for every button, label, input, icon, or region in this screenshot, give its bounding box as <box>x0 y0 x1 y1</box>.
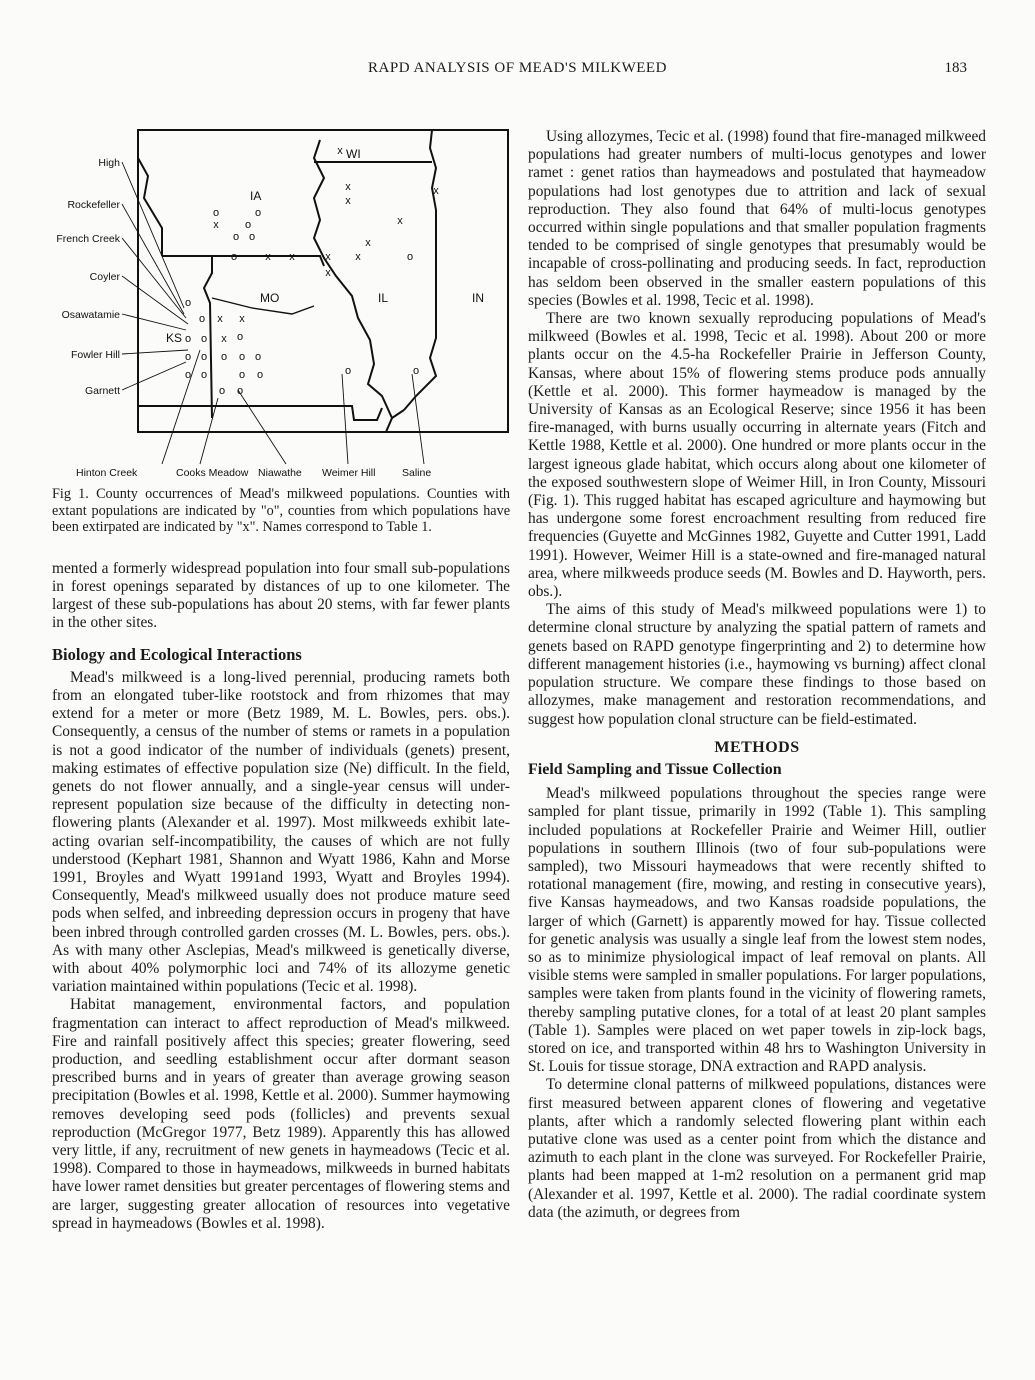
page-header <box>0 60 1035 84</box>
marker-extant: o <box>256 369 264 381</box>
pop-label-saline: Saline <box>402 467 432 479</box>
ne-ia-border <box>138 158 162 256</box>
county-map <box>52 128 510 480</box>
marker-extirpated: x <box>239 313 245 325</box>
marker-extant: o <box>238 351 246 363</box>
marker-extirpated: x <box>325 267 331 279</box>
paragraph: Habitat management, environmental factors, and population fragmentation can interact to affect reproduction of Mead's milkweed. Fire and rainfall positively affect this species; greater flowering, seed production, and seedling establishment occur after dormant season prescribed burns and in years of greater than average growing season precipitation (Bowles et al. 1998, Kettle et al. 2000). Summer haymowing removes developing seed pods (follicles) and prevents sexual reproduction (McGregor 1977, Betz 1989). Apparently this has allowed very little, if any, recruitment of new genets in haymeadows (Tecic et al. 1998). Compared to those in haymeadows, milkweeds in burned habitats have lower ramet densities but greater percentages of flowering stems and are larger, suggesting greater allocation of resources into vegetative spread in haymeadows (Bowles et al. 1998). <box>52 996 510 1232</box>
marker-extant: o <box>200 369 208 381</box>
pop-label-osawatamie: Osawatamie <box>61 309 120 321</box>
marker-extirpated: x <box>289 251 295 263</box>
left-column <box>52 128 510 1233</box>
pop-label-cooks-meadow: Cooks Meadow <box>176 467 249 479</box>
pop-label-garnett: Garnett <box>84 385 120 397</box>
paragraph: Using allozymes, Tecic et al. (1998) found that fire-managed milkweed populations had greater numbers of multi-locus genotypes and lower ramet : genet ratios than haymeadows and postulated that haymeadow populations had lost genotypes due to attrition and lack of sexual reproduction. They also found that 64% of multi-locus genotypes occurred within single populations and that smaller population fragments tended to be comprised of single genotypes that presumably would be incapable of cross-pollinating and producing seeds. In fact, reproduction has seldom been observed in the smaller eastern populations of this species (Bowles et al. 1998, Tecic et al. 1998). <box>528 128 986 309</box>
marker-extirpated: x <box>365 237 371 249</box>
marker-extirpated: x <box>345 181 351 193</box>
mo-south-border <box>212 406 382 420</box>
figure-caption <box>52 486 510 536</box>
marker-extant: o <box>198 313 206 325</box>
page-number: 183 <box>944 60 967 76</box>
pop-label-weimer-hill: Weimer Hill <box>322 467 376 479</box>
paragraph: There are two known sexually reproducing populations of Mead's milkweed (Bowles et al. 1998, Tecic et al. 1998). About 200 or more plants occur on the 4.5-ha Rockefeller Prairie in Jefferson County, Kansas, where about 15% of flowering stems produce pods annually (Kettle et al. 2000). This former haymeadow is managed by the University of Kansas as an Ecological Reserve; since 1956 it has been fire-managed, with burns usually occurring in alternate years (Fitch and Kettle 1988, Kettle et al. 2000). One hundred or more plants occur in the largest igneous glade habitat, which occurs along about one kilometer of the exposed southwestern slope of Weimer Hill, in Iron County, Missouri (Fig. 1). This rugged habitat has escaped agriculture and haymowing but has undergone some forest encroachment resulting from reduced fire frequencies (Guyette and McGinnes 1982, Guyette and Cutter 1991, Ladd 1991). However, Weimer Hill is a state-owned and fire-managed natural area, where milkweeds produce seeds (M. Bowles and D. Hayworth, pers. obs.). <box>528 310 986 601</box>
marker-extant: o <box>200 333 208 345</box>
il-in-border <box>404 210 436 410</box>
marker-extirpated: x <box>433 185 439 197</box>
marker-extirpated: x <box>397 215 403 227</box>
pop-label-rockefeller: Rockefeller <box>67 199 120 211</box>
right-column <box>528 128 986 1222</box>
marker-extirpated: x <box>221 333 227 345</box>
figure-caption-text: County occurrences of Mead's milkweed populations. Counties with extant populations are indicated by "o", counties from which populations have been extirpated are indicated by "x". Names correspond to Table 1. <box>52 486 510 536</box>
marker-extirpated: x <box>213 219 219 231</box>
state-label-ia: IA <box>250 189 262 203</box>
pop-label-french-creek: French Creek <box>56 233 120 245</box>
pop-label-niawathe: Niawathe <box>258 467 302 479</box>
marker-extirpated: x <box>265 251 271 263</box>
figure-caption-label: Fig 1. <box>52 486 89 502</box>
paragraph: mented a formerly widespread population into four small sub-populations in forest openings separated by distances of up to one kilometer. The largest of these sub-populations has about 20 stems, with far fewer plants in the other sites. <box>52 559 510 632</box>
paragraph: To determine clonal patterns of milkweed populations, distances were first measured between apparent clones of flowering and vegetative plants, after which a randomly selected flowering plant within each putative clone was used as a center point from which the distance and azimuth to each plant in the clone was surveyed. For Rockefeller Prairie, plants had been mapped at 1-m2 resolution on a permanent grid map (Alexander et al. 1997, Kettle et al. 2000). The radial coordinate system data (the azimuth, or degrees from <box>528 1076 986 1221</box>
ia-mo-border <box>162 256 324 266</box>
running-head: RAPD ANALYSIS OF MEAD'S MILKWEED <box>368 60 667 76</box>
marker-extirpated: x <box>345 195 351 207</box>
state-label-ks: KS <box>166 331 183 345</box>
marker-extant: o <box>406 251 414 263</box>
marker-extant: o <box>236 331 244 343</box>
marker-extirpated: x <box>325 251 331 263</box>
subsection-heading-field-sampling: Field Sampling and Tissue Collection <box>528 760 782 778</box>
marker-extant: o <box>230 251 238 263</box>
lake-shore <box>430 130 436 210</box>
marker-extant: o <box>248 231 256 243</box>
marker-extant: o <box>200 351 208 363</box>
marker-extant: o <box>184 333 192 345</box>
marker-extant: o <box>212 207 220 219</box>
paragraph: The aims of this study of Mead's milkweed populations were 1) to determine clonal structure by analyzing the spatial pattern of ramets and genets based on RAPD genotype fingerprinting and 2) to determine how different management histories (i.e., haymowing vs burning) affect clonal population structure. We compare these findings to those based on allozymes, make management and restoration recommendations, and suggest how population clonal structure can be field-estimated. <box>528 601 986 728</box>
ohio-river <box>392 410 404 418</box>
marker-extant: o <box>232 231 240 243</box>
marker-extant: o <box>244 219 252 231</box>
marker-extant: o <box>236 385 244 397</box>
marker-extant: o <box>254 207 262 219</box>
state-label-wi: WI <box>346 147 361 161</box>
marker-extant: o <box>254 351 262 363</box>
marker-extant: o <box>412 365 420 377</box>
marker-extant: o <box>220 351 228 363</box>
state-label-mo: MO <box>260 291 280 305</box>
marker-extant: o <box>184 297 192 309</box>
marker-extirpated: x <box>355 251 361 263</box>
pop-label-high: High <box>98 157 120 169</box>
section-heading-biology: Biology and Ecological Interactions <box>52 644 302 664</box>
marker-extant: o <box>184 351 192 363</box>
extirpated-markers <box>213 145 439 345</box>
pop-label-fowler-hill: Fowler Hill <box>70 349 120 361</box>
state-label-in: IN <box>472 291 484 305</box>
mississippi-river <box>314 140 392 432</box>
state-label-il: IL <box>378 291 389 305</box>
pop-label-coyler: Coyler <box>89 271 120 283</box>
marker-extirpated: x <box>217 313 223 325</box>
marker-extant: o <box>238 369 246 381</box>
section-heading-methods: METHODS <box>714 738 800 756</box>
pop-label-hinton-creek: Hinton Creek <box>76 467 138 479</box>
marker-extant: o <box>184 369 192 381</box>
paragraph: Mead's milkweed populations throughout the species range were sampled for plant tissue, primarily in 1992 (Table 1). This sampling included populations at Rockefeller Prairie and Weimer Hill, outlier populations in southern Illinois (two of four sub-populations were sampled), two Missouri haymeadows that were recently shifted to rotational management (fire, mowing, and resting in consecutive years), five Kansas haymeadows, and two Kansas roadside populations, the larger of which (Garnett) is apparently mowed for hay. Tissue collected for genetic analysis was usually a single leaf from the lowest stem nodes, so as to minimize physiological impact of leaf removal on plants. All visible stems were sampled in smaller populations. For larger populations, samples were taken from plants found in the vicinity of flowering ramets, thereby sampling putative clones, for a total of at least 20 plant samples (Table 1). Samples were placed on wet paper towels in zip-lock bags, stored on ice, and transported within 48 hrs to Washington University in St. Louis for tissue storage, DNA extraction and RAPD analysis. <box>528 785 986 1076</box>
marker-extant: o <box>344 365 352 377</box>
marker-extirpated: x <box>337 145 343 157</box>
figure-1 <box>52 128 510 480</box>
marker-extant: o <box>218 385 226 397</box>
paragraph: Mead's milkweed is a long-lived perennial, producing ramets both from an elongated tuber-like rootstock and from rhizomes that may extend for a meter or more (Betz 1989, M. L. Bowles, pers. obs.). Consequently, a census of the number of stems or ramets in a population is not a good indicator of the number of individuals (genets) present, making estimates of effective population size (Ne) difficult. In the field, genets do not flower annually, and a single-year census will under-represent population size because of the difficulty in detecting non-flowering plants (Alexander et al. 1997). Most milkweeds exhibit late-acting ovarian self-incompatibility, the causes of which are not fully understood (Kephart 1981, Shannon and Wyatt 1986, Kahn and Morse 1991, Broyles and Wyatt 1991and 1993, Wyatt and Broyles 1994). Consequently, Mead's milkweed usually does not produce mature seed pods when selfed, and inbreeding depression occurs in progeny that have been inbred through controlled garden crosses (M. L. Bowles, pers. obs.). As with many other Asclepias, Mead's milkweed is genetically diverse, with about 40% polymorphic loci and 74% of its allozyme genetic variation maintained within populations (Tecic et al. 1998). <box>52 668 510 996</box>
